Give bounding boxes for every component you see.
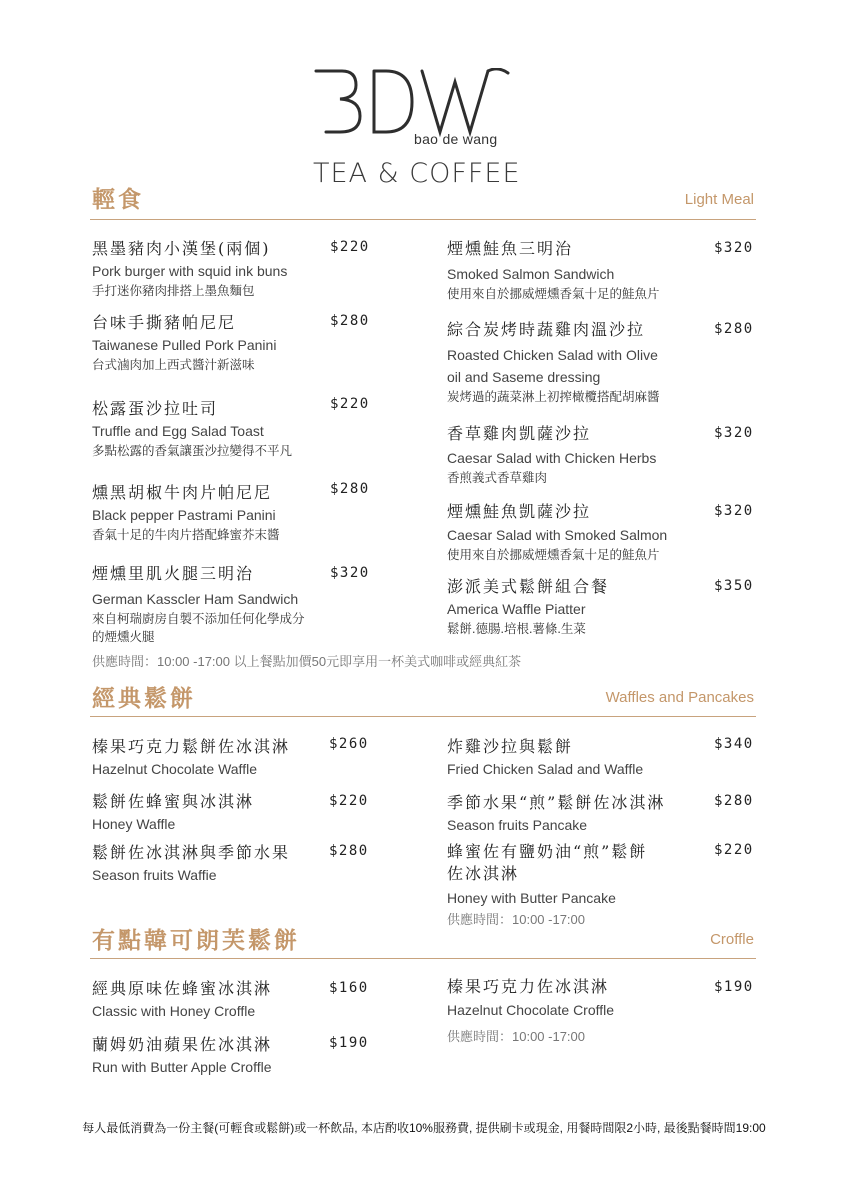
menu-item: [92, 736, 290, 780]
item-price: $220: [329, 793, 369, 809]
item-description: 手打迷你豬肉排搭上墨魚麵包: [92, 284, 255, 298]
item-name-zh: 台味手撕豬帕尼尼: [92, 313, 237, 332]
item-price: $320: [714, 503, 754, 519]
section-subtitle-waffles: Waffles and Pancakes: [605, 689, 754, 706]
item-description: 鬆餅.德腸.培根.薯條.生菜: [447, 622, 586, 636]
item-name-zh: 季節水果“煎”鬆餅佐冰淇淋: [447, 793, 666, 812]
item-name-en: Pork burger with squid ink buns: [92, 263, 288, 279]
brand-subtitle: bao de wang: [414, 131, 498, 147]
item-name-zh: 榛果巧克力鬆餅佐冰淇淋: [92, 737, 291, 756]
item-price: $220: [714, 842, 754, 858]
item-name-en: Caesar Salad with Smoked Salmon: [447, 527, 668, 543]
item-name-zh: 榛果巧克力佐冰淇淋: [447, 977, 610, 996]
item-description: 台式滷肉加上西式醬汁新滋味: [92, 358, 255, 372]
menu-item: [447, 792, 665, 836]
item-name-zh: 鬆餅佐冰淇淋與季節水果: [92, 843, 291, 862]
item-name-en: Hazelnut Chocolate Waffle: [92, 761, 257, 777]
item-name-en: Classic with Honey Croffle: [92, 1003, 256, 1019]
item-name-en: Black pepper Pastrami Panini: [92, 507, 276, 523]
menu-item: [92, 563, 305, 646]
menu-item: [92, 482, 280, 544]
policy-footer: 每人最低消費為一份主餐(可輕食或鬆餅)或一杯飲品, 本店酌收10%服務費, 提供刷卡或現金, 用餐時間限2小時, 最後點餐時間19:00: [82, 1121, 766, 1135]
item-name-zh: 松露蛋沙拉吐司: [92, 399, 219, 418]
item-name-en: Smoked Salmon Sandwich: [447, 266, 615, 282]
item-name-zh: 黑墨豬肉小漢堡(兩個): [92, 239, 271, 258]
menu-item: [92, 312, 276, 374]
section-title-light-meal: 輕食: [92, 186, 144, 213]
brand-tagline: TEA & COFFEE: [313, 158, 521, 189]
item-name-en: Honey with Butter Pancake: [447, 890, 616, 906]
menu-item: [92, 398, 292, 460]
item-price: $190: [714, 979, 754, 995]
item-price: $320: [330, 565, 370, 581]
item-price: $160: [329, 980, 369, 996]
section-divider: [90, 958, 756, 959]
item-name-zh: 蜂蜜佐有鹽奶油“煎”鬆餅: [447, 842, 648, 861]
item-description: 炭烤過的蔬菜淋上初搾橄欖搭配胡麻醬: [447, 390, 660, 404]
section-divider: [90, 716, 756, 717]
item-name-en: Taiwanese Pulled Pork Panini: [92, 337, 277, 353]
item-name-en: Roasted Chicken Salad with Olive: [447, 347, 658, 363]
item-price: $280: [329, 843, 369, 859]
item-name-en: Fried Chicken Salad and Waffle: [447, 761, 644, 777]
service-hours-note: 供應時間：10:00 -17:00: [447, 912, 586, 927]
item-name-zh: 煙燻鮭魚凱薩沙拉: [447, 502, 592, 521]
item-price: $190: [329, 1035, 369, 1051]
item-price: $260: [329, 736, 369, 752]
item-name-zh: 煙燻里肌火腿三明治: [92, 564, 255, 583]
item-price: $220: [330, 239, 370, 255]
item-name-en: Hazelnut Chocolate Croffle: [447, 1002, 615, 1018]
item-name-zh: 煙燻鮭魚三明治: [447, 239, 574, 258]
item-name-en: Run with Butter Apple Croffle: [92, 1059, 272, 1075]
menu-item: [447, 736, 643, 780]
item-price: $320: [714, 425, 754, 441]
item-name-en-cont: oil and Saseme dressing: [447, 369, 601, 385]
section-subtitle-light-meal: Light Meal: [684, 191, 754, 208]
item-name-zh: 香草雞肉凱薩沙拉: [447, 424, 592, 443]
menu-item: [92, 1034, 272, 1078]
section-subtitle-croffle: Croffle: [710, 931, 754, 948]
item-price: $340: [714, 736, 754, 752]
item-price: $280: [330, 481, 370, 497]
menu-item: [92, 978, 272, 1022]
item-description: 來自柯瑞廚房自製不添加任何化學成分: [92, 612, 305, 626]
menu-item: [447, 319, 660, 406]
menu-item: [447, 976, 614, 1021]
section-title-waffles: 經典鬆餅: [92, 685, 196, 712]
menu-item: [447, 841, 647, 909]
item-name-en: Season fruits Waffie: [92, 867, 217, 883]
menu-item: [447, 423, 656, 487]
service-hours-note: 供應時間：10:00 -17:00 以上餐點加價50元即享用一杯美式咖啡或經典紅茶: [92, 654, 522, 669]
item-price: $280: [714, 793, 754, 809]
menu-item: [92, 791, 254, 835]
item-description: 使用來自於挪威煙燻香氣十足的鮭魚片: [447, 287, 660, 301]
item-name-en: German Kasscler Ham Sandwich: [92, 591, 299, 607]
brand-logo-mark: [312, 68, 512, 138]
item-description: 使用來自於挪威煙燻香氣十足的鮭魚片: [447, 548, 660, 562]
item-price: $220: [330, 396, 370, 412]
item-name-zh: 綜合炭烤時蔬雞肉溫沙拉: [447, 320, 646, 339]
item-name-zh: 經典原味佐蜂蜜冰淇淋: [92, 979, 273, 998]
item-name-en: Season fruits Pancake: [447, 817, 588, 833]
menu-item: [92, 842, 290, 886]
item-description: 多點松露的香氣讓蛋沙拉變得不平凡: [92, 444, 293, 458]
item-name-en: Truffle and Egg Salad Toast: [92, 423, 264, 439]
section-divider: [90, 219, 756, 220]
item-price: $280: [714, 321, 754, 337]
item-name-zh: 蘭姆奶油蘋果佐冰淇淋: [92, 1035, 273, 1054]
item-name-zh: 燻黑胡椒牛肉片帕尼尼: [92, 483, 273, 502]
item-description: 香煎義式香草雞肉: [447, 471, 548, 485]
item-name-en: Caesar Salad with Chicken Herbs: [447, 450, 657, 466]
section-title-croffle: 有點韓可朗芙鬆餅: [92, 927, 300, 954]
item-price: $350: [714, 578, 754, 594]
item-price: $280: [330, 313, 370, 329]
menu-item: [447, 576, 609, 638]
item-name-zh: 炸雞沙拉與鬆餅: [447, 737, 574, 756]
item-name-en: America Waffle Piatter: [447, 601, 586, 617]
menu-item: [447, 501, 667, 564]
item-price: $320: [714, 240, 754, 256]
item-description: 香氣十足的牛肉片搭配蜂蜜芥末醬: [92, 528, 280, 542]
service-hours-note: 供應時間：10:00 -17:00: [447, 1029, 586, 1044]
menu-item: [92, 238, 287, 300]
item-description-cont: 的煙燻火腿: [92, 630, 155, 644]
item-name-en: Honey Waffle: [92, 816, 176, 832]
item-name-zh-cont: 佐冰淇淋: [447, 864, 520, 883]
item-name-zh: 鬆餅佐蜂蜜與冰淇淋: [92, 792, 255, 811]
menu-item: [447, 238, 660, 303]
item-name-zh: 澎派美式鬆餅組合餐: [447, 577, 610, 596]
